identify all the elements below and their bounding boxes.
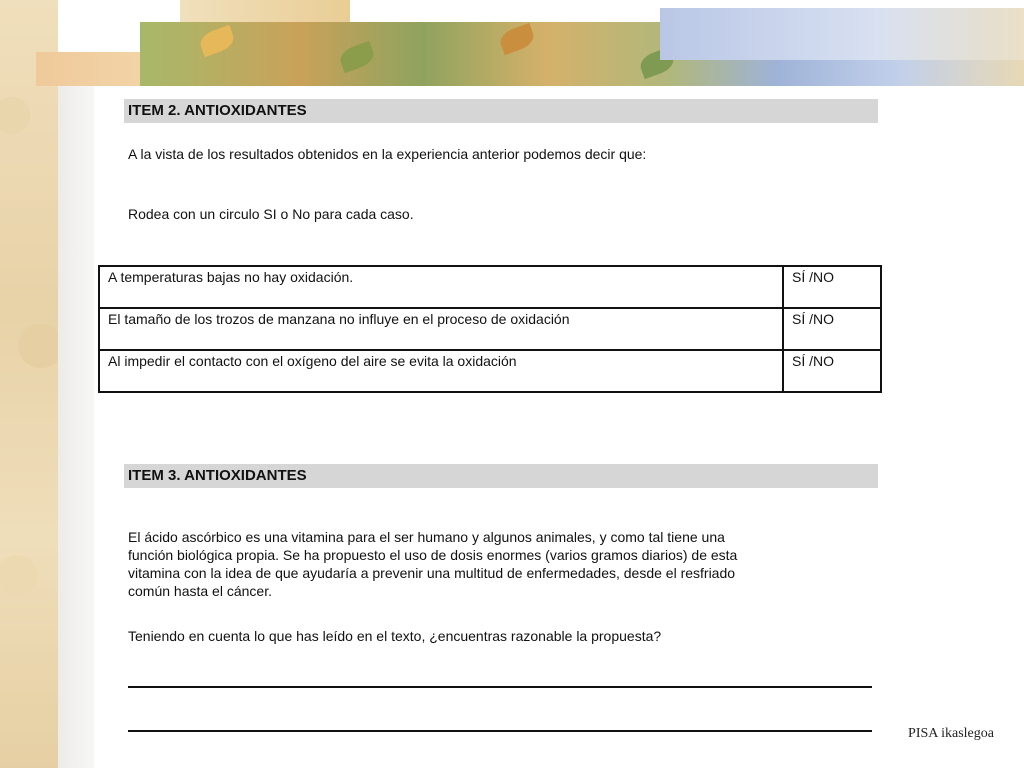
page-shadow bbox=[58, 86, 94, 768]
answer-cell[interactable]: SÍ /NO bbox=[783, 266, 881, 308]
statement-cell: Al impedir el contacto con el oxígeno del aire se evita la oxidación bbox=[99, 350, 783, 392]
footer-label: PISA ikaslegoa bbox=[908, 726, 994, 741]
item3-paragraph: El ácido ascórbico es una vitamina para el ser humano y algunos animales, y como tal tiene una función biológica propia. Se ha propuesto el uso de dosis enormes (varios gramos diarios) de esta vitamina con la idea de que ayudaría a prevenir una multitud de enfermedades, desde el resfriado común hasta el cáncer. bbox=[128, 529, 738, 599]
answer-line[interactable] bbox=[128, 686, 872, 688]
leaf-shape bbox=[197, 25, 236, 57]
item3-title: ITEM 3. ANTIOXIDANTES bbox=[124, 464, 878, 488]
statement-cell: El tamaño de los trozos de manzana no influye en el proceso de oxidación bbox=[99, 308, 783, 350]
document-page bbox=[94, 86, 1024, 768]
item2-intro: A la vista de los resultados obtenidos en la experiencia anterior podemos decir que: bbox=[128, 146, 647, 162]
leaf-shape bbox=[497, 23, 536, 55]
banner-decoration bbox=[660, 8, 1024, 60]
parchment-background bbox=[0, 0, 58, 768]
table-row bbox=[99, 266, 881, 308]
table-row bbox=[99, 308, 881, 350]
true-false-table bbox=[98, 265, 882, 393]
item3-question: Teniendo en cuenta lo que has leído en el texto, ¿encuentras razonable la propuesta? bbox=[128, 628, 662, 644]
table-row bbox=[99, 350, 881, 392]
item2-instruction: Rodea con un circulo SI o No para cada caso. bbox=[128, 206, 414, 222]
answer-cell[interactable]: SÍ /NO bbox=[783, 308, 881, 350]
leaf-shape bbox=[337, 41, 376, 73]
statement-cell: A temperaturas bajas no hay oxidación. bbox=[99, 266, 783, 308]
answer-cell[interactable]: SÍ /NO bbox=[783, 350, 881, 392]
item2-title: ITEM 2. ANTIOXIDANTES bbox=[124, 99, 878, 123]
answer-line[interactable] bbox=[128, 730, 872, 732]
